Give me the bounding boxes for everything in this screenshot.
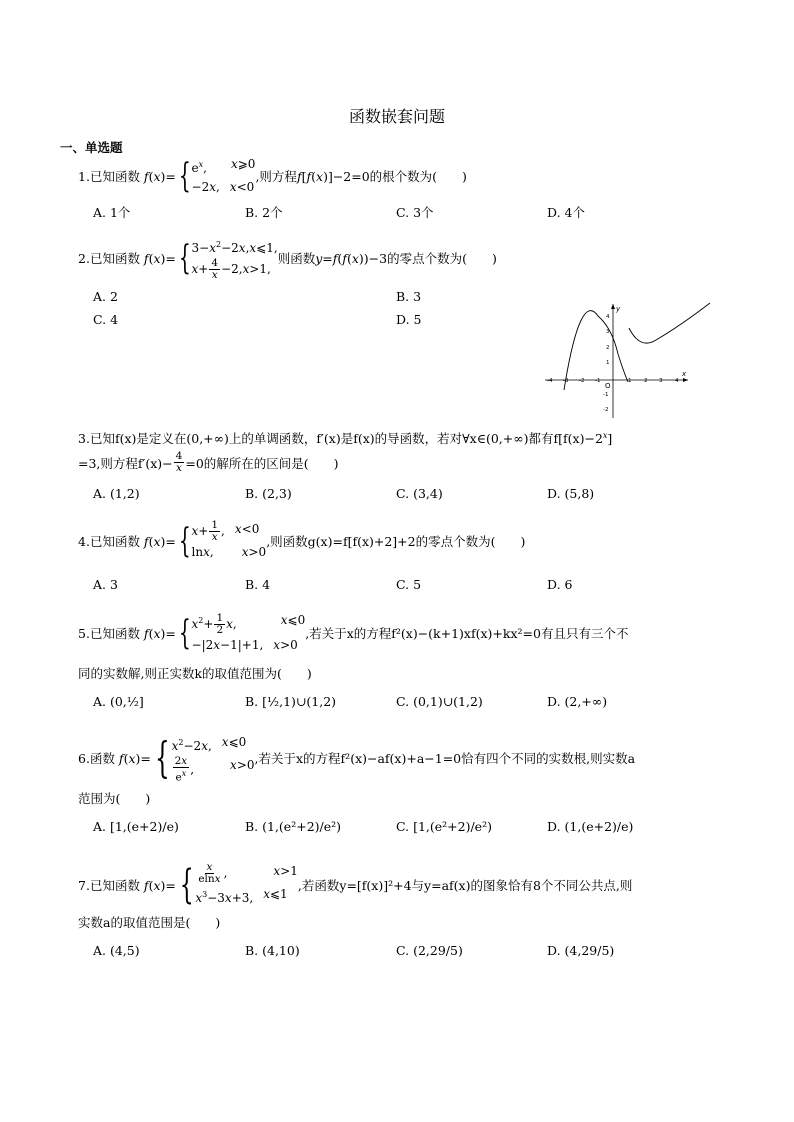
q7-number: 7. [78,877,90,893]
x-tick-label: 2 [644,378,648,384]
q7-pre: 已知函数 [89,878,140,893]
q3-option-c[interactable]: C. (3,4) [396,486,443,501]
q6-post: ,若关于x的方程f²(x)−af(x)+a−1=0恰有四个不同的实数根,则实数a [254,751,636,767]
q6-line2: 范围为( ) [78,791,151,806]
q3-line2a: =3,则方程f′(x)− [78,455,173,471]
q1-option-d[interactable]: D. 4个 [547,205,585,220]
x-axis-arrow [683,378,688,382]
q4-piecewise: x+ $\frac{1}{x}$ , x<0 lnx, x>0 [191,519,267,559]
q3-option-b[interactable]: B. (2,3) [245,486,292,501]
q6-piecewise: $x^2-2x$, x⩽0 $\frac{2x}{e^x}$ , x>0 [171,735,255,784]
x-axis-label: x [682,370,687,378]
q7-line2: 实数a的取值范围是( ) [78,915,221,930]
q4-option-b[interactable]: B. 4 [245,577,271,592]
q2-option-b[interactable]: B. 3 [396,289,422,304]
q2-option-c[interactable]: C. 4 [93,312,119,327]
y-tick-label: 1 [606,360,610,366]
q6-option-c[interactable]: C. [1,(e²+2)/e²) [396,819,492,834]
q3-option-d[interactable]: D. (5,8) [547,486,595,501]
q4-pre: 已知函数 [89,534,140,549]
section-heading: 一、单选题 [60,140,123,155]
question-3-line-1: 3.已知f(x)是定义在(0,+∞)上的单调函数，f′(x)是f(x)的导函数，若对∀x∈(0,+∞)都有$f[f(x)-2^x]$ [78,430,613,446]
q5-piecewise: $x^2+$ $\frac{1}{2}$ x, x⩽0 −|2x−1|+1, x>0 [191,612,306,652]
q5-option-a[interactable]: A. (0,½] [93,694,144,709]
question-7: 7. 已知函数 f ( x )= { $\frac{x}{elnx}$ , x>1 $x^3-3x+3$, x⩽1 ,若函数y=[f(x)]²+4与y=af(x)的图象恰有8个不同公共点,则 [78,861,633,908]
q7-option-b[interactable]: B. (4,10) [245,943,300,958]
q6-option-b[interactable]: B. (1,(e²+2)/e²) [245,819,342,834]
q1-number: 1. [78,168,90,184]
page-title: 函数嵌套问题 [348,107,445,126]
q4-post: ,则函数g(x)=f[f(x)+2]+2的零点个数为( ) [266,534,526,549]
q7-option-a[interactable]: A. (4,5) [93,943,140,958]
question-2: 2. 已知函数 f ( x )= { $3-x^2-2x,x⩽1$, x+ $\frac{4}{x}$ −2,x>1, 则函数 y = f ( f ( x ))−3 的零点个数为( ) [78,235,497,281]
y-tick-label: -1 [603,392,609,398]
x-tick-label: -1 [595,378,601,384]
y-axis-label: y [616,305,621,313]
x-tick-label: 3 [659,378,663,384]
q2-option-d[interactable]: D. 5 [396,312,422,327]
question-3-line-2: =3,则方程f′(x)− $\frac{4}{x}$ =0的解所在的区间是( ) [78,450,339,474]
y-axis-arrow [611,304,615,309]
x-tick-label: 1 [628,378,632,384]
q7-post: ,若函数y=[f(x)]²+4与y=af(x)的图象恰有8个不同公共点,则 [297,878,633,893]
q6-number: 6. [78,750,90,766]
x-tick-label: -4 [547,378,553,384]
right-curve [629,303,710,343]
x-tick-label: 4 [675,378,679,384]
q3-option-a[interactable]: A. (1,2) [93,486,140,501]
y-tick-label: 4 [606,314,610,320]
x-tick-label: -3 [563,378,569,384]
y-tick-label: -2 [603,407,609,413]
q6-pre: 函数 [89,751,115,767]
q5-post: ,若关于x的方程f²(x)−(k+1)xf(x)+kx²=0有且只有三个不 [305,626,629,641]
q5-option-d[interactable]: D. (2,+∞) [547,694,608,709]
q3-number: 3. [78,431,90,446]
q5-pre: 已知函数 [89,626,140,641]
q2-tail: 的零点个数为( ) [387,251,497,266]
q5-number: 5. [78,625,90,641]
function-graph [540,298,715,420]
q2-post: 则函数 [277,251,316,266]
q6-option-d[interactable]: D. (1,(e+2)/e) [547,819,634,834]
q2-pre: 已知函数 [89,251,140,266]
q1-piecewise: $e^x$, x⩾0 −2x, x<0 [191,157,256,194]
q2-option-a[interactable]: A. 2 [93,289,118,304]
q4-option-d[interactable]: D. 6 [547,577,573,592]
q1-pre: 已知函数 [89,169,140,184]
x-tick-label: -2 [579,378,585,384]
q6-option-a[interactable]: A. [1,(e+2)/e) [93,819,179,834]
q1-tail: 的根个数为( ) [369,169,467,184]
question-4: 4. 已知函数 f ( x )= { x+ $\frac{1}{x}$ , x<0 lnx, x>0 ,则函数g(x)=f[f(x)+2]+2的零点个数为( ) [78,519,526,561]
question-1: 1. 已知函数 f ( x )= { $e^x$, x⩾0 −2x, x<0 ,则方程 f [ f ( x )]−2=0 的根个数为( ) [78,156,467,196]
q2-piecewise: $3-x^2-2x,x⩽1$, x+ $\frac{4}{x}$ −2,x>1, [191,240,278,281]
q4-option-a[interactable]: A. 3 [93,577,118,592]
q4-option-c[interactable]: C. 5 [396,577,422,592]
q5-option-b[interactable]: B. [½,1)∪(1,2) [245,694,337,709]
question-5: 5. 已知函数 f ( x )= { $x^2+$ $\frac{1}{2}$ x, x⩽0 −|2x−1|+1, x>0 ,若关于x的方程f²(x)−(k+1)xf(x)+kx²=0有且只有三个不 [78,612,629,653]
q4-number: 4. [78,533,90,549]
q3-line1: 已知f(x)是定义在(0,+∞)上的单调函数，f′(x)是f(x)的导函数，若对∀x∈(0,+∞)都有f[f(x)−2 [89,431,603,446]
origin-label: O [605,382,611,390]
question-6: 6. 函数 f ( x )= { $x^2-2x$, x⩽0 $\frac{2x}{e^x}$ , x>0 ,若关于x的方程f²(x)−af(x)+a−1=0恰有四个不同的实数根,则实数a [78,733,636,784]
y-tick-label: 2 [606,345,610,351]
y-tick-label: 3 [606,329,610,335]
q7-option-c[interactable]: C. (2,29/5) [396,943,463,958]
q2-number: 2. [78,250,90,266]
q5-option-c[interactable]: C. (0,1)∪(1,2) [396,694,483,709]
q5-line2: 同的实数解,则正实数k的取值范围为( ) [78,666,312,681]
q7-piecewise: $\frac{x}{elnx}$ , x>1 $x^3-3x+3$, x⩽1 [195,861,298,905]
q1-option-c[interactable]: C. 3个 [396,205,434,220]
q1-option-b[interactable]: B. 2个 [245,205,283,220]
q3-line2b: =0的解所在的区间是( ) [185,455,339,471]
q1-option-a[interactable]: A. 1个 [93,205,131,220]
q7-option-d[interactable]: D. (4,29/5) [547,943,615,958]
q1-post: ,则方程 [255,169,297,184]
